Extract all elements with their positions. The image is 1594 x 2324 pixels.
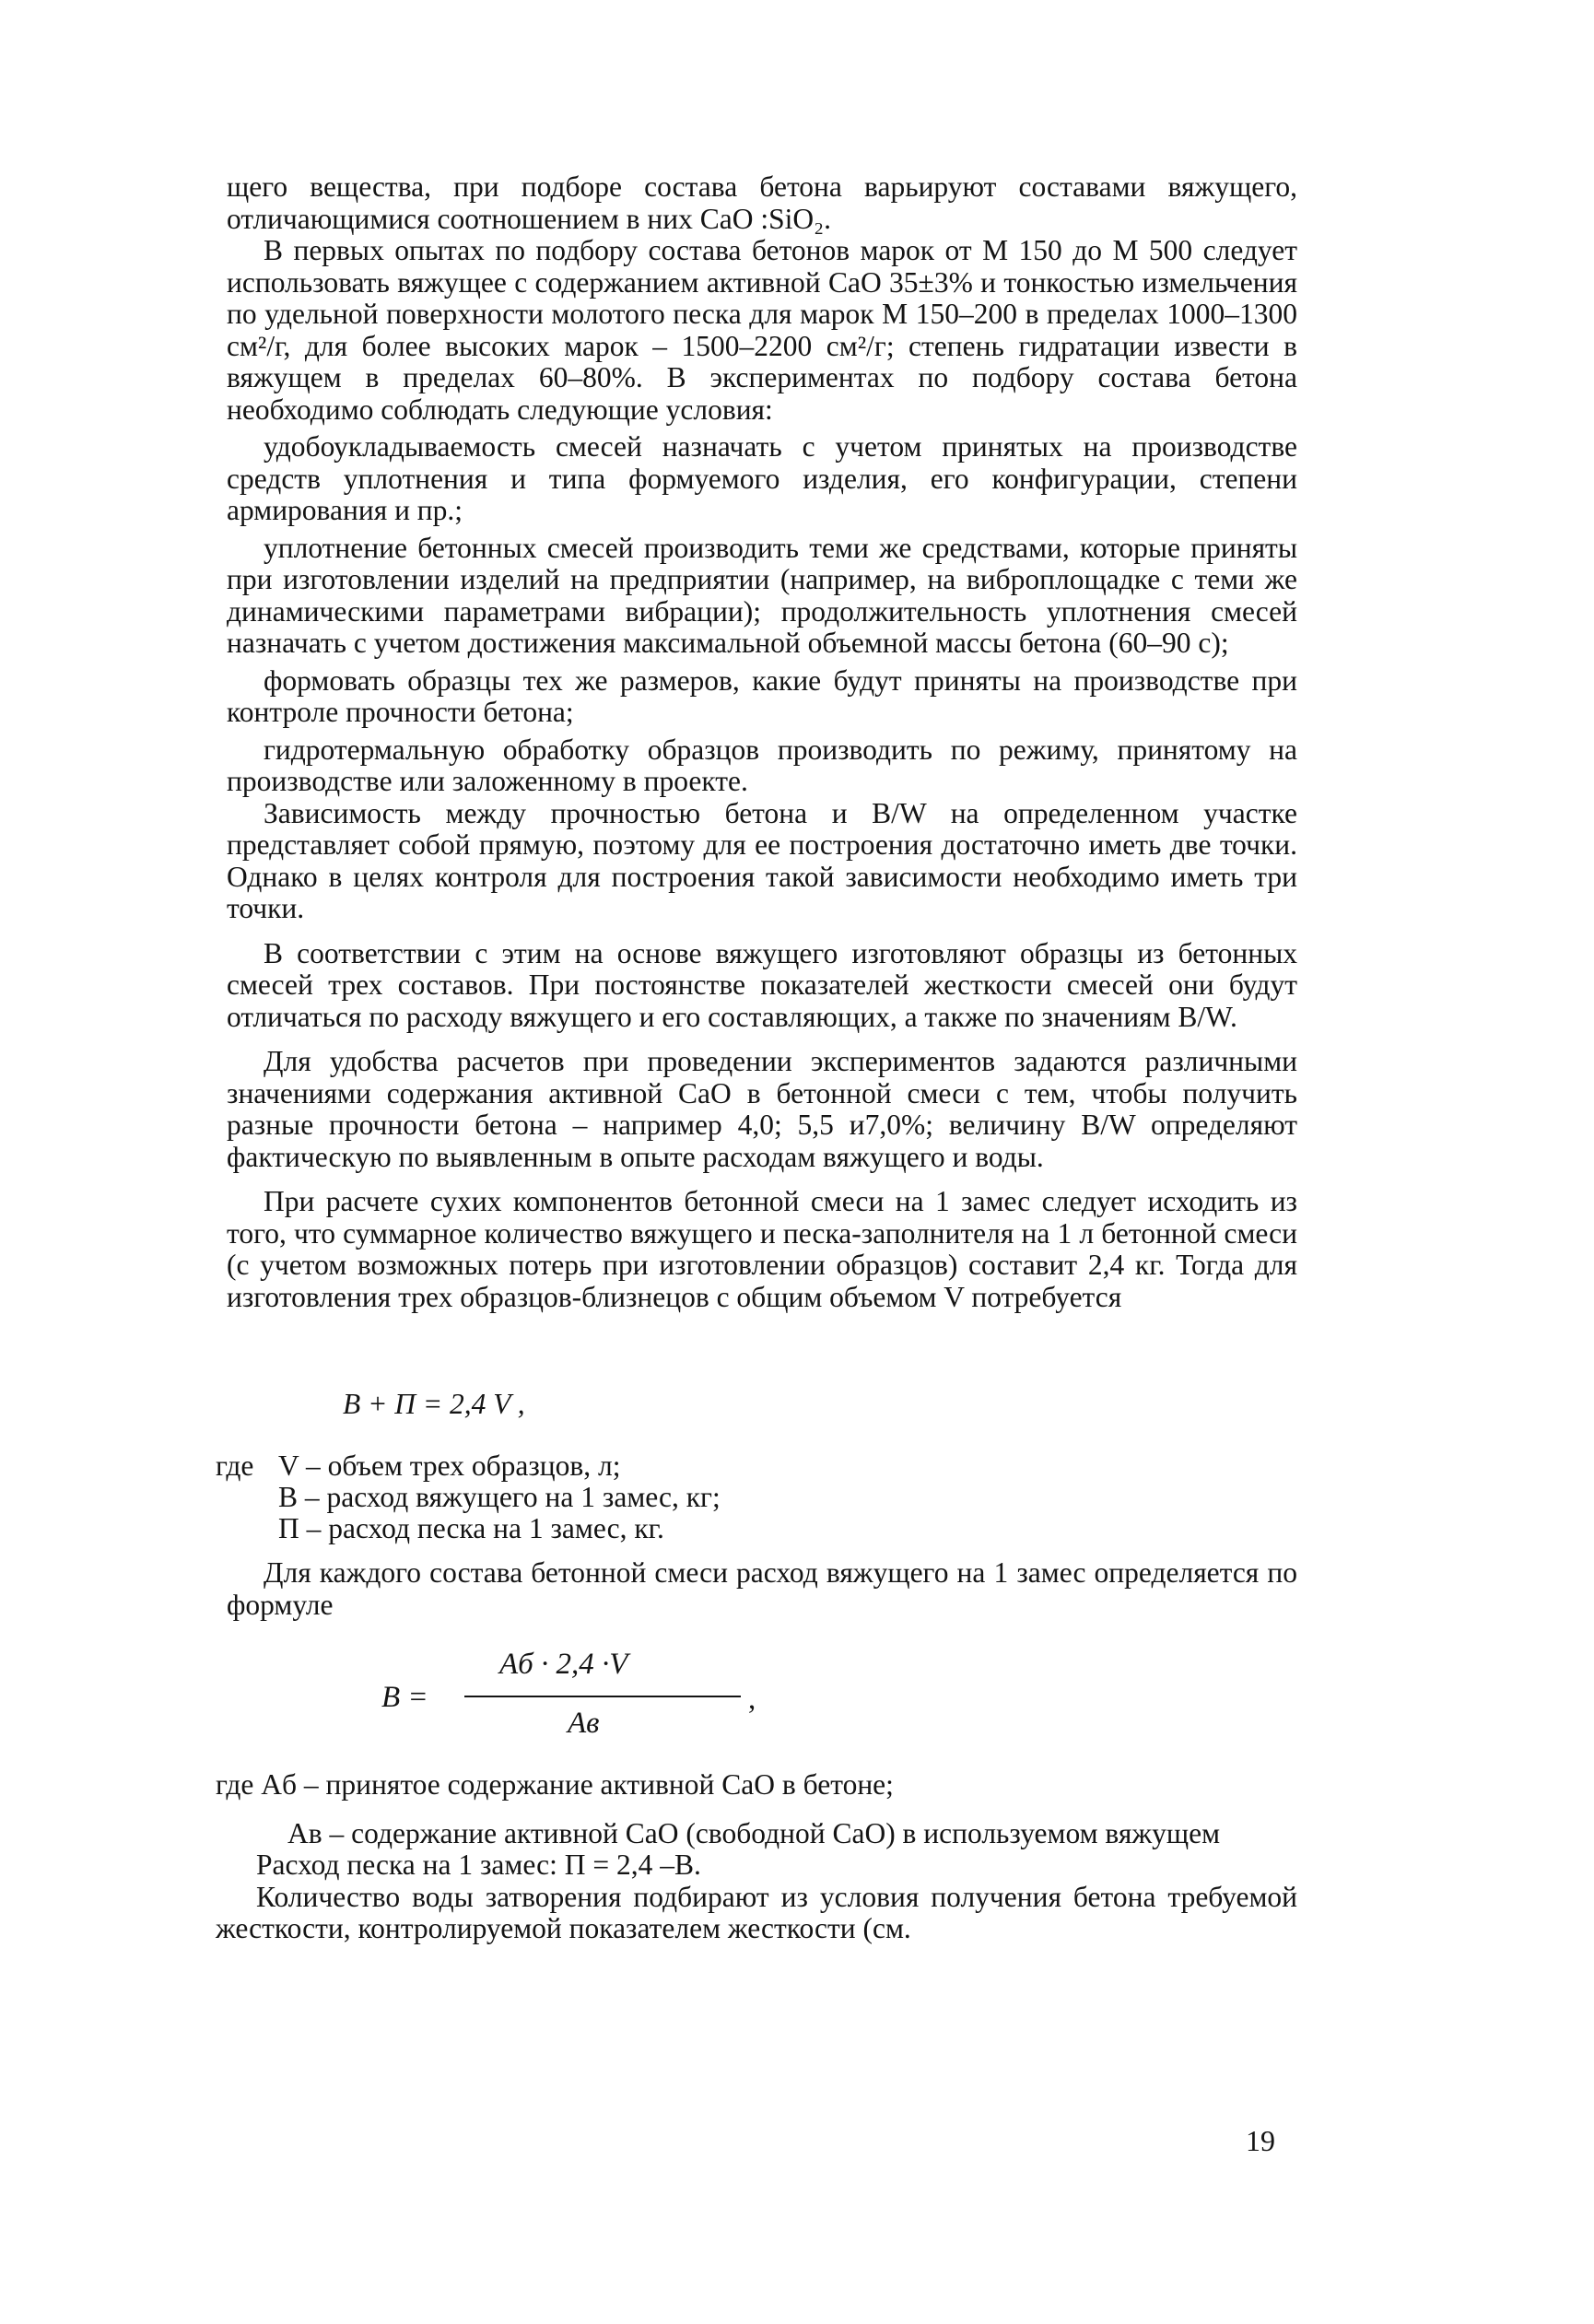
legend-volume: V – объем трех образцов, л; [278, 1450, 621, 1482]
condition-compaction: уплотнение бетонных смесей производить теми же средствами, которые приняты при изготовлении изделий на предприятии (например, на виброплощадке с теми же динамическими параметрами вибрации); продолжительность уплотнения смесей назначать с учетом достижения максимальной объемной массы бетона (60–90 с); [227, 531, 1297, 659]
paragraph-first-experiments: В первых опытах по подбору состава бетонов марок от М 150 до М 500 следует использовать вяжущее с содержанием активной CaO 35±3% и тонкостью измельчения по удельной поверхности молотого песка для марок М 150–200 в пределах 1000–1300 см²/г, для более высоких марок – 1500–2200 см²/г; степень гидратации извести в вяжущем в пределах 60–80%. В экспериментах по подбору состава бетона необходимо соблюдать следующие условия: [227, 234, 1297, 426]
paragraph-binder-formula: Для каждого состава бетонной смеси расход вяжущего на 1 замес определяется по формуле [227, 1556, 1297, 1621]
paragraph-dry-components: При расчете сухих компонентов бетонной смеси на 1 замес следует исходить из того, что суммарное количество вяжущего и песка-заполнителя на 1 л бетонной смеси (с учетом возможных потерь при изготовлении образцов) составит 2,4 кг. Тогда для изготовления трех образцов-близнецов с общим объемом V потребуется [227, 1185, 1297, 1313]
condition-workability: удобоукладываемость смесей назначать с учетом принятых на производстве средств уплотнения и типа формуемого изделия, его конфигурации, степени армирования и пр.; [227, 430, 1297, 526]
legend-binder: B – расход вяжущего на 1 замес, кг; [278, 1481, 721, 1513]
body-text [227, 171, 1297, 1313]
formula-denominator: Aв [568, 1707, 600, 1740]
paragraph-continuation: щего вещества, при подборе состава бетона варьируют составами вяжущего, отличающимися соотношением в них CaO :SiO₂. [227, 170, 1297, 235]
legend-row [216, 1513, 1303, 1544]
paragraph-water: Количество воды затворения подбирают из условия получения бетона требуемой жесткости, контролируемой показателем жесткости (см. [216, 1880, 1297, 1944]
paragraph-active-cao: Для удобства расчетов при проведении экспериментов задаются различными значениями содержания активной CaO в бетонной смеси с тем, чтобы получить разные прочности бетона – например 4,0; 5,5 и7,0%; величину B/W определяют фактическую по выявленным в опыте расходам вяжущего и воды. [227, 1045, 1297, 1173]
page-number: 19 [1246, 2124, 1275, 2157]
paragraph-strength-dependence: Зависимость между прочностью бетона и B/W на определенном участке представляет собой прямую, поэтому для ее построения достаточно иметь две точки. Однако в целях контроля для построения такой зависимости необходимо иметь три точки. [227, 796, 1297, 924]
formula-numerator: Aб · 2,4 ·V [499, 1648, 628, 1681]
formula-total-mass: B + П = 2,4 V , [343, 1388, 525, 1420]
formula-comma: , [748, 1683, 756, 1716]
condition-hydrothermal: гидротермальную обработку образцов производить по режиму, принятому на производстве или заложенному в проекте. [227, 733, 1297, 797]
legend-row [216, 1450, 1303, 1482]
binder-formula-intro [227, 1557, 1297, 1621]
legend-prefix: где [216, 1450, 254, 1482]
binder-formula-legend [216, 1769, 1297, 1945]
paragraph-three-mixes: В соответствии с этим на основе вяжущего изготовляют образцы из бетонных смесей трех составов. При постоянстве показателей жесткости смесей они будут отличаться по расходу вяжущего и его составляющих, а также по значениям B/W. [227, 936, 1297, 1033]
formula-legend [216, 1450, 1303, 1544]
legend-av: Aв – содержание активной CaO (свободной CaO) в используемом вяжущем [287, 1816, 1221, 1849]
fraction-bar [464, 1696, 741, 1697]
legend-ab: где Aб – принятое содержание активной CaO в бетоне; [216, 1768, 894, 1801]
condition-sample-size: формовать образцы тех же размеров, какие будут приняты на производстве при контроле прочности бетона; [227, 663, 1297, 728]
binder-formula [381, 1648, 756, 1749]
sand-consumption: Расход песка на 1 замес: П = 2,4 –B. [256, 1849, 701, 1881]
legend-row [216, 1482, 1303, 1513]
formula-lhs: B = [381, 1681, 428, 1714]
legend-sand: П – расход песка на 1 замес, кг. [278, 1512, 664, 1544]
